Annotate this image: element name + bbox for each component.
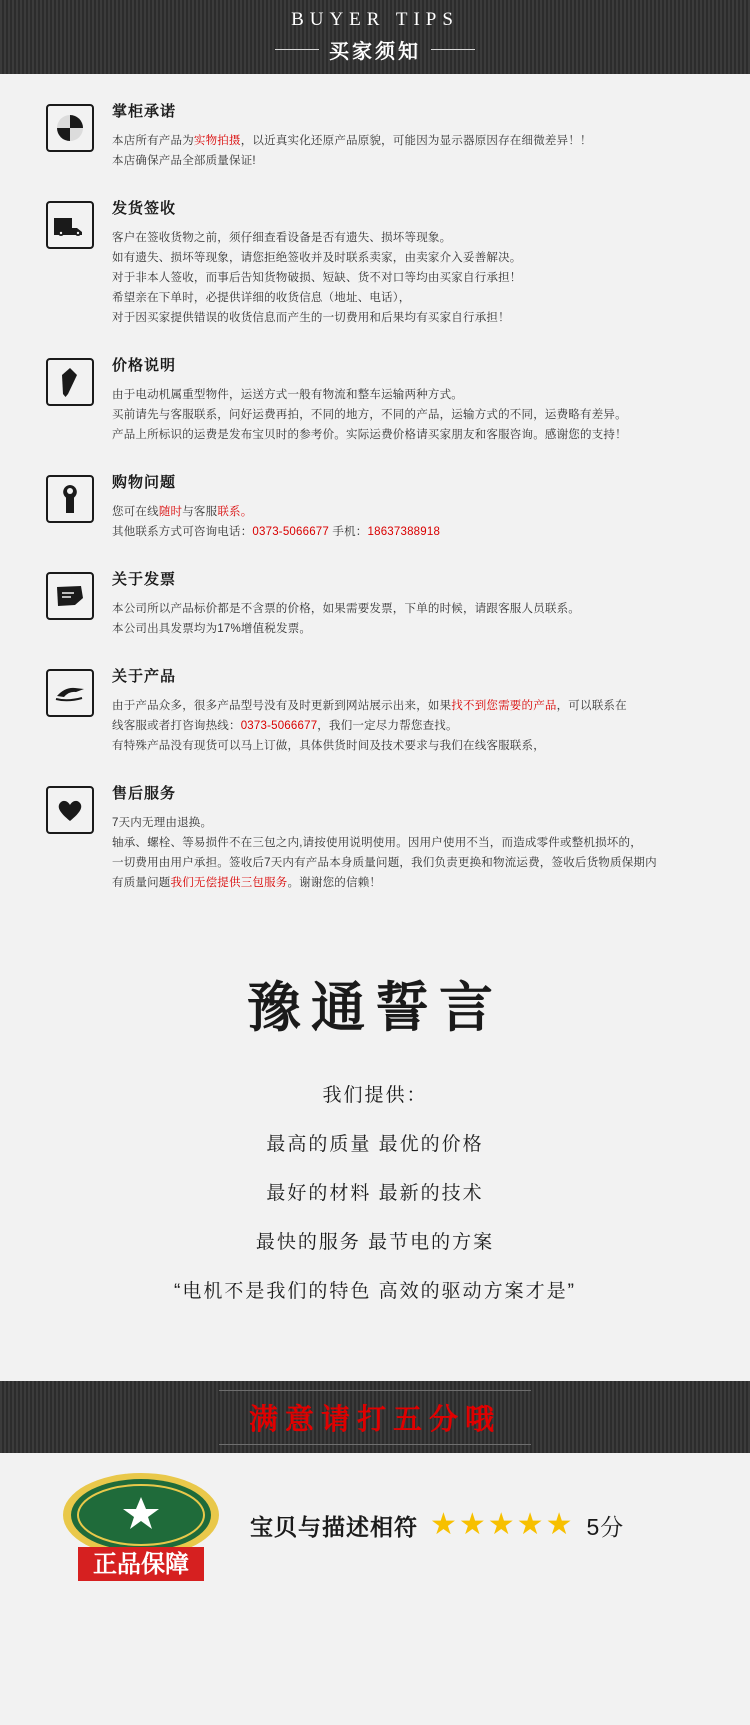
score-row [0, 1453, 750, 1581]
tip-section-line [112, 502, 720, 522]
body-text: 由于产品众多，很多产品型号没有及时更新到网站展示出来，如果 [112, 700, 452, 712]
highlight-text: 我们无偿提供三包服务 [170, 877, 288, 889]
body-text: 本公司所以产品标价都是不含票的价格，如果需要发票，下单的时候，请跟客服人员联系。 [112, 603, 580, 615]
rule-left-icon [275, 49, 319, 50]
tip-section-line [112, 425, 720, 445]
pledge-title: 豫通誓言 [247, 978, 503, 1038]
tip-section-title: 关于产品 [112, 668, 177, 685]
body-text: ，我们一定尽力帮您查找。 [317, 720, 458, 732]
tip-section-line [112, 599, 720, 619]
pledge-line: 我们提供： [322, 1085, 428, 1106]
body-text: 有特殊产品没有现货可以马上订做，具体供货时间及技术要求与我们在线客服联系， [112, 740, 545, 752]
body-text: 线客服或者打咨询热线： [112, 720, 241, 732]
tip-section [0, 354, 750, 445]
tip-section-body [112, 100, 720, 171]
header-title-cn: 买家须知 [329, 40, 421, 63]
tip-section-line [112, 696, 720, 716]
pledge-line: “电机不是我们的特色 高效的驱动方案才是” [174, 1281, 576, 1302]
body-text: 对于非本人签收，而事后告知货物破损、短缺、货不对口等均由买家自行承担！ [112, 272, 522, 284]
body-text: 有质量问题 [112, 877, 171, 889]
body-text: ，以近真实化还原产品原貌，可能因为显示器原因存在细微差异！！ [240, 135, 592, 147]
svg-text:正品保障: 正品保障 [93, 1551, 189, 1578]
pen-icon [46, 358, 94, 406]
body-text: 如有遗失、损坏等现象，请您拒绝签收并及时联系卖家，由卖家介入妥善解决。 [112, 252, 522, 264]
rating-banner-text: 满意请打五分哦 [248, 1403, 501, 1436]
highlight-text: 0373-5066677 [252, 526, 329, 538]
rating-banner-inner [219, 1390, 531, 1445]
body-text: 买前请先与客服联系，问好运费再拍，不同的地方，不同的产品，运输方式的不同，运费略有差异。 [112, 409, 627, 421]
rule-right-icon [431, 49, 475, 50]
tip-section-line [112, 385, 720, 405]
tip-section [0, 100, 750, 171]
invoice-icon [46, 572, 94, 620]
score-label: 宝贝与描述相符 [250, 1513, 418, 1540]
tip-section [0, 197, 750, 328]
body-text: 希望亲在下单时，必提供详细的收货信息（地址、电话）， [112, 292, 411, 304]
body-text: 客户在签收货物之前，须仔细查看设备是否有遗失、损坏等现象。 [112, 232, 452, 244]
tip-section-body [112, 197, 720, 328]
header-banner [0, 0, 750, 74]
pledge-line: 最快的服务 最节电的方案 [255, 1232, 495, 1253]
body-text: 其他联系方式可咨询电话： [112, 526, 253, 538]
tip-section-line [112, 522, 720, 542]
highlight-text: 随时 [158, 506, 183, 518]
body-text: 手机： [329, 526, 368, 538]
tip-section-title: 价格说明 [112, 357, 177, 374]
pledge-lines [0, 1080, 750, 1303]
tip-section-body [112, 354, 720, 445]
tip-section-title: 关于发票 [112, 571, 177, 588]
highlight-text: 18637388918 [367, 526, 441, 538]
guarantee-badge [58, 1469, 224, 1581]
tip-section-line [112, 308, 720, 328]
tip-section-line [112, 619, 720, 639]
body-text: 本店确保产品全部质量保证! [112, 155, 256, 167]
tip-section-line [112, 131, 720, 151]
hand-product-icon [46, 669, 94, 717]
tip-section-line [112, 716, 720, 736]
score-value: 5分 [586, 1513, 625, 1540]
pledge-line: 最高的质量 最优的价格 [266, 1134, 484, 1155]
tip-section-body [112, 568, 720, 639]
highlight-text: 找不到您需要的产品 [451, 700, 557, 712]
tip-section-line [112, 736, 720, 756]
body-text: 产品上所标识的运费是发布宝贝时的参考价。实际运费价格请买家朋友和客服咨询。感谢您的支持！ [112, 429, 627, 441]
tip-section-line [112, 248, 720, 268]
tip-section-line [112, 268, 720, 288]
body-text: 与客服 [182, 506, 218, 518]
body-text: 对于因买家提供错误的收货信息而产生的一切费用和后果均有买家自行承担！ [112, 312, 510, 324]
pie-chart-icon [46, 104, 94, 152]
tip-section-line [112, 151, 720, 171]
tip-section-body [112, 665, 720, 756]
body-text: 7天内无理由退换。 [112, 817, 213, 829]
body-text: 。谢谢您的信赖！ [287, 877, 382, 889]
tip-section [0, 471, 750, 542]
tip-section [0, 665, 750, 756]
tip-section-title: 发货签收 [112, 200, 177, 217]
tip-section-line [112, 405, 720, 425]
heart-icon [46, 786, 94, 834]
body-text: 由于电动机属重型物件，运送方式一般有物流和整车运输两种方式。 [112, 389, 463, 401]
highlight-text: 联系。 [217, 506, 253, 518]
header-title-en: BUYER TIPS [291, 9, 459, 31]
highlight-text: 0373-5066677 [240, 720, 318, 732]
body-text: 一切费用由用户承担。签收后7天内有产品本身质量问题，我们负责更换和物流运费，签收后货物质保期内 [112, 857, 657, 869]
star-rating-icon: ★★★★★ [430, 1508, 575, 1541]
tip-section-body [112, 782, 720, 893]
rating-banner [0, 1381, 750, 1453]
body-text: 轴承、螺栓、等易损件不在三包之内,请按使用说明使用。因用户使用不当，而造成零件或整机损坏的， [112, 837, 642, 849]
tip-section-line [112, 873, 720, 893]
tip-section [0, 568, 750, 639]
tip-section-line [112, 833, 720, 853]
body-text: 本店所有产品为 [112, 135, 194, 147]
tip-section-title: 掌柜承诺 [112, 103, 177, 120]
tip-section [0, 782, 750, 893]
tip-section-line [112, 813, 720, 833]
tip-section-title: 购物问题 [112, 474, 177, 491]
tip-section-line [112, 288, 720, 308]
truck-icon [46, 201, 94, 249]
wrench-icon [46, 475, 94, 523]
tips-sections [0, 74, 750, 893]
header-title-cn-row [275, 35, 475, 64]
highlight-text: 实物拍摄 [193, 135, 241, 147]
pledge-line: 最好的材料 最新的技术 [266, 1183, 484, 1204]
body-text: ，可以联系在 [556, 700, 627, 712]
body-text: 本公司出具发票均为17%增值税发票。 [112, 623, 312, 635]
tip-section-title: 售后服务 [112, 785, 177, 802]
tip-section-body [112, 471, 720, 542]
body-text: 您可在线 [112, 506, 159, 518]
tip-section-line [112, 853, 720, 873]
tip-section-line [112, 228, 720, 248]
pledge-block [0, 919, 750, 1363]
